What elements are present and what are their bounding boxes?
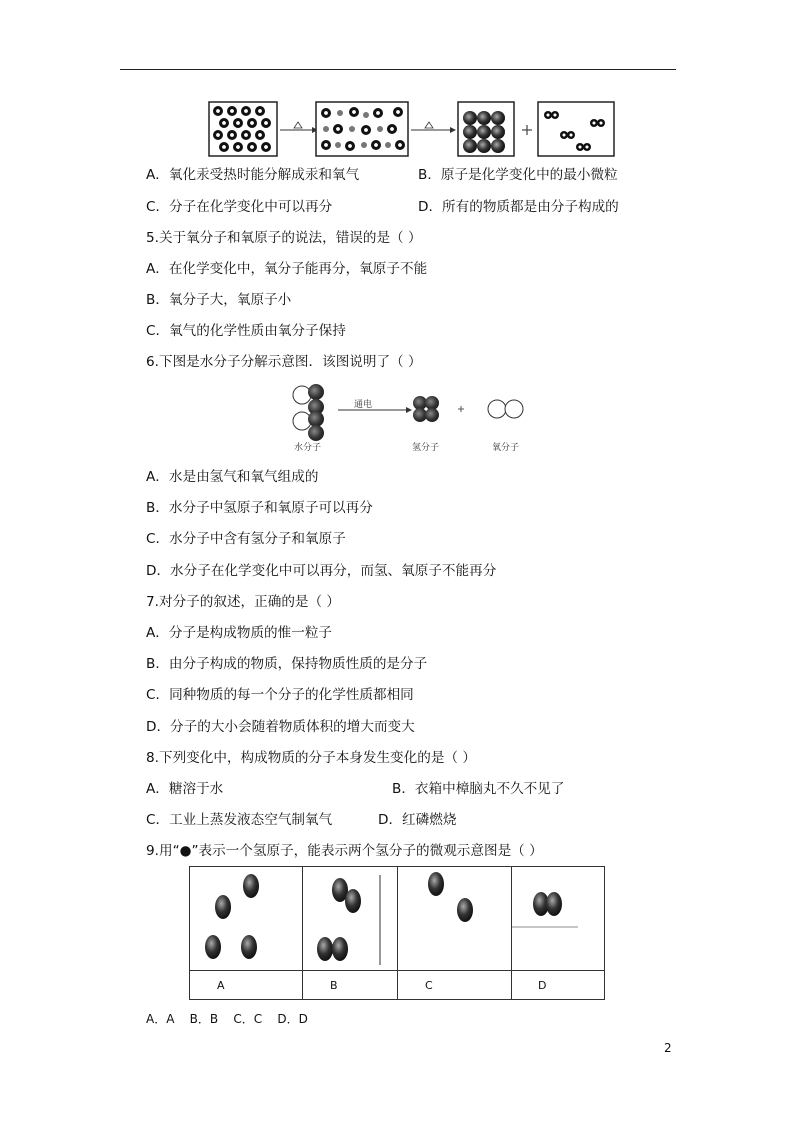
q5-stem: 5.关于氧分子和氧原子的说法，错误的是（ ） <box>146 230 422 246</box>
q7-stem: 7.对分子的叙述，正确的是（ ） <box>146 594 341 610</box>
q9-label-c: C <box>425 979 433 992</box>
q7-option-c: C．同种物质的每一个分子的化学性质都相同 <box>146 687 414 703</box>
q9-diagrams <box>190 867 604 970</box>
q6-label-water: 水分子 <box>294 443 322 453</box>
q5-option-b: B．氧分子大，氧原子小 <box>146 292 292 308</box>
q4-figure <box>208 101 616 159</box>
q8-option-b: B．衣箱中樟脑丸不久不见了 <box>392 781 565 797</box>
q6-label-hydrogen: 氢分子 <box>412 443 440 453</box>
q6-arrow-label: 通电 <box>354 400 373 410</box>
q7-option-d: D．分子的大小会随着物质体积的增大而变大 <box>146 719 415 735</box>
q6-option-a: A．水是由氢气和氧气组成的 <box>146 469 319 485</box>
q7-option-a: A．分子是构成物质的惟一粒子 <box>146 625 333 641</box>
q5-option-a: A．在化学变化中，氧分子能再分，氧原子不能 <box>146 261 428 277</box>
q9-options-table <box>189 866 605 1000</box>
q8-stem: 8.下列变化中，构成物质的分子本身发生变化的是（ ） <box>146 750 476 766</box>
q9-stem: 9.用“●”表示一个氢原子，能表示两个氢分子的微观示意图是（ ） <box>146 843 543 859</box>
q4-option-b: B．原子是化学变化中的最小微粒 <box>418 167 618 183</box>
q4-option-d: D．所有的物质都是由分子构成的 <box>418 199 619 215</box>
q8-option-c: C．工业上蒸发液态空气制氧气 <box>146 812 333 828</box>
q6-option-c: C．水分子中含有氢分子和氧原子 <box>146 531 346 547</box>
q7-option-b: B．由分子构成的物质，保持物质性质的是分子 <box>146 656 428 672</box>
header-rule <box>120 69 676 70</box>
q9-label-a: A <box>217 979 225 992</box>
q6-option-b: B．水分子中氢原子和氧原子可以再分 <box>146 500 373 516</box>
q9-label-d: D <box>538 979 547 992</box>
q6-stem: 6.下图是水分子分解示意图．该图说明了（ ） <box>146 354 422 370</box>
q6-label-oxygen: 氧分子 <box>492 443 520 453</box>
q8-option-a: A．糖溶于水 <box>146 781 224 797</box>
q9-label-b: B <box>330 979 338 992</box>
q8-option-d: D．红磷燃烧 <box>378 812 457 828</box>
q4-option-c: C．分子在化学变化中可以再分 <box>146 199 333 215</box>
page-number: 2 <box>664 1041 672 1055</box>
q4-option-a: A．氧化汞受热时能分解成汞和氧气 <box>146 167 360 183</box>
q9-answers: A．A B．B C．C D．D <box>146 1012 308 1026</box>
q6-option-d: D．水分子在化学变化中可以再分，而氢、氧原子不能再分 <box>146 563 497 579</box>
q5-option-c: C．氧气的化学性质由氧分子保持 <box>146 323 346 339</box>
